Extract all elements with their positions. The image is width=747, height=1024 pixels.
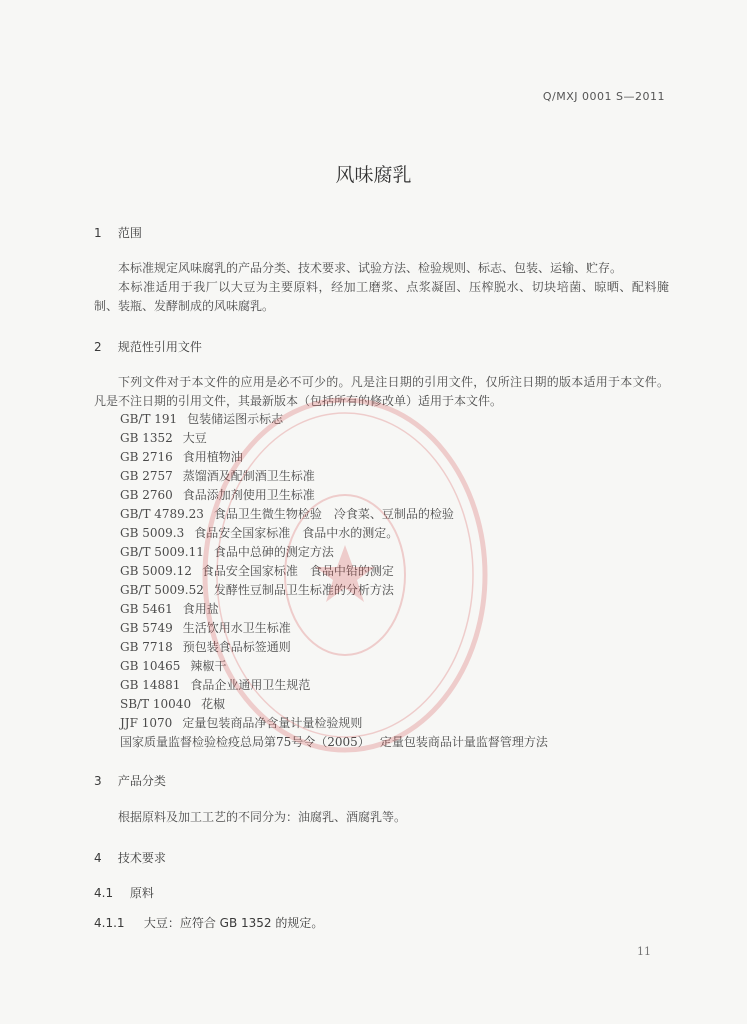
reference-code: GB 5009.12: [120, 564, 192, 578]
section-heading-references: [94, 338, 202, 355]
section-heading-classification: [94, 772, 166, 789]
reference-item: [120, 619, 548, 638]
reference-code: GB 5009.3: [120, 526, 185, 540]
reference-title: 发酵性豆制品卫生标准的分析方法: [213, 583, 394, 597]
references-intro: 下列文件对于本文件的应用是必不可少的。凡是注日期的引用文件，仅所注日期的版本适用于本文件。凡是不注日期的引用文件，其最新版本（包括所有的修改单）适用于本文件。: [94, 375, 669, 408]
page-number: 11: [637, 945, 651, 958]
reference-title: 食品企业通用卫生规范: [190, 678, 311, 692]
classification-paragraph: 根据原料及加工工艺的不同分为：油腐乳、酒腐乳等。: [118, 810, 407, 824]
reference-title: 包装储运图示标志: [187, 412, 284, 426]
reference-title: 食用植物油: [182, 450, 243, 464]
reference-title: 食品安全国家标准 食品中铅的测定: [201, 564, 394, 578]
section-number: 2: [94, 340, 102, 354]
clause-number: 4.1.1: [94, 916, 125, 930]
reference-item: [120, 429, 548, 448]
subsection-raw-materials: [94, 884, 154, 901]
reference-item: [120, 543, 548, 562]
reference-code: GB/T 5009.52: [120, 583, 204, 597]
reference-title: 花椒: [201, 697, 226, 711]
subsection-title: 原料: [129, 886, 154, 900]
reference-code: SB/T 10040: [120, 697, 192, 711]
reference-title: 预包装食品标签通则: [182, 640, 291, 654]
section-title: 范围: [117, 226, 142, 240]
section-number: 3: [94, 774, 102, 788]
reference-code: JJF 1070: [120, 716, 173, 730]
reference-code: GB/T 4789.23: [120, 507, 204, 521]
scope-paragraph-1: 本标准规定风味腐乳的产品分类、技术要求、试验方法、检验规则、标志、包装、运输、贮存。: [118, 261, 623, 275]
reference-item: [120, 467, 548, 486]
reference-item: [120, 733, 548, 752]
reference-title: 蒸馏酒及配制酒卫生标准: [182, 469, 315, 483]
section-heading-tech: [94, 849, 166, 866]
reference-title: 生活饮用水卫生标准: [182, 621, 291, 635]
reference-item: [120, 657, 548, 676]
reference-item: [120, 714, 548, 733]
reference-title: 食品添加剂使用卫生标准: [182, 488, 315, 502]
section-heading-scope: [94, 224, 142, 241]
reference-item: [120, 600, 548, 619]
reference-code: GB 2760: [120, 488, 173, 502]
reference-title: 食品卫生微生物检验 冷食菜、豆制品的检验: [213, 507, 454, 521]
reference-item: [120, 695, 548, 714]
reference-code: 国家质量监督检验检疫总局第75号令（2005）: [120, 735, 370, 749]
reference-title: 食品中总砷的测定方法: [213, 545, 334, 559]
clause-soybean: [94, 914, 323, 931]
reference-item: [120, 581, 548, 600]
reference-code: GB 14881: [120, 678, 181, 692]
reference-code: GB/T 5009.11: [120, 545, 204, 559]
subsection-number: 4.1: [94, 886, 114, 900]
reference-item: [120, 524, 548, 543]
reference-code: GB 1352: [120, 431, 173, 445]
reference-code: GB 7718: [120, 640, 173, 654]
section-title: 产品分类: [117, 774, 166, 788]
reference-code: GB 2716: [120, 450, 173, 464]
scope-paragraph-2: 本标准适用于我厂以大豆为主要原料，经加工磨浆、点浆凝固、压榨脱水、切块培菌、晾晒、配料腌制、装瓶、发酵制成的风味腐乳。: [94, 280, 669, 313]
reference-code: GB 5461: [120, 602, 173, 616]
reference-item: [120, 448, 548, 467]
reference-code: GB 5749: [120, 621, 173, 635]
reference-item: [120, 505, 548, 524]
standard-code: Q/MXJ 0001 S—2011: [542, 90, 665, 103]
reference-item: [120, 638, 548, 657]
reference-title: 食品安全国家标准 食品中水的测定。: [194, 526, 399, 540]
reference-item: [120, 676, 548, 695]
reference-title: 定量包装商品计量监督管理方法: [379, 735, 548, 749]
reference-title: 定量包装商品净含量计量检验规则: [182, 716, 363, 730]
reference-title: 辣椒干: [190, 659, 227, 673]
section-number: 4: [94, 851, 102, 865]
section-title: 技术要求: [117, 851, 166, 865]
reference-item: [120, 486, 548, 505]
reference-code: GB/T 191: [120, 412, 178, 426]
section-number: 1: [94, 226, 102, 240]
section-title: 规范性引用文件: [117, 340, 202, 354]
reference-title: 大豆: [182, 431, 207, 445]
reference-title: 食用盐: [182, 602, 219, 616]
reference-item: [120, 410, 548, 429]
reference-code: GB 10465: [120, 659, 181, 673]
page-title: 风味腐乳: [335, 164, 412, 186]
reference-code: GB 2757: [120, 469, 173, 483]
reference-list: [120, 410, 548, 752]
reference-item: [120, 562, 548, 581]
clause-text: 大豆：应符合 GB 1352 的规定。: [143, 916, 324, 930]
